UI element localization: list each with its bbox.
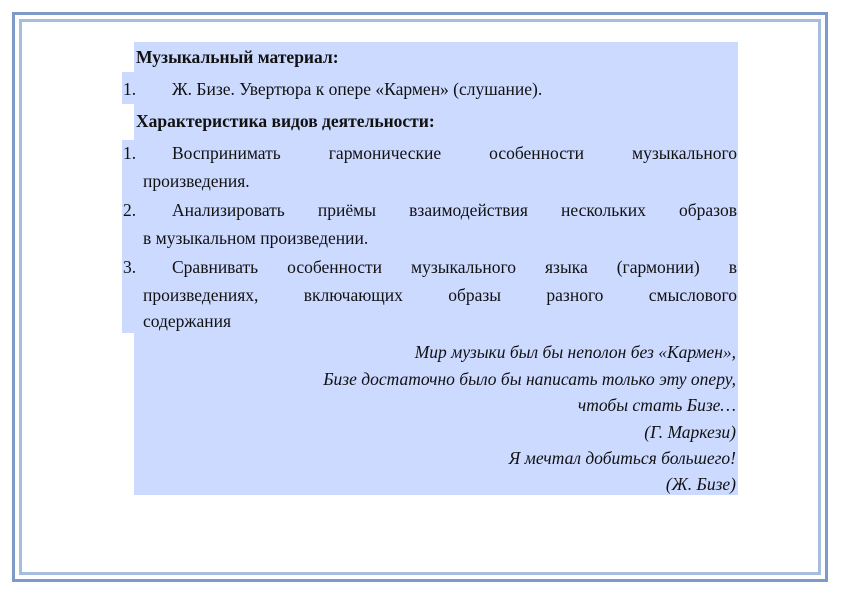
activity-2-line-2: в музыкальном произведении. — [143, 228, 369, 248]
activity-3-line-1: Сравнивать особенности музыкального языка (гармонии) в — [172, 257, 737, 277]
quote-author-1: (Г. Маркези) — [644, 422, 736, 442]
activity-3-line-3: содержания — [143, 311, 232, 331]
activity-1-line-1: Воспринимать гармонические особенности музыкального — [172, 143, 737, 163]
activity-3-number: 3. — [123, 257, 137, 277]
material-text: Ж. Бизе. Увертюра к опере «Кармен» (слушание). — [172, 79, 543, 99]
quote-line-3: чтобы стать Бизе… — [577, 395, 736, 415]
activity-1-number: 1. — [123, 143, 137, 163]
activity-2-number: 2. — [123, 200, 137, 220]
quote-line-1: Мир музыки был бы неполон без «Кармен», — [414, 342, 736, 362]
quote-line-2: Бизе достаточно было бы написать только эту оперу, — [323, 369, 736, 389]
activity-1-line-2: произведения. — [143, 171, 250, 191]
section-heading-material: Музыкальный материал: — [136, 47, 339, 67]
quote-author-2: (Ж. Бизе) — [665, 474, 736, 494]
quote-line-4: Я мечтал добиться большего! — [508, 448, 736, 468]
material-number: 1. — [123, 79, 137, 99]
section-heading-activities: Характеристика видов деятельности: — [136, 111, 435, 131]
activity-3-line-2: произведениях, включающих образы разного смыслового — [143, 285, 737, 305]
activity-2-line-1: Анализировать приёмы взаимодействия нескольких образов — [172, 200, 737, 220]
